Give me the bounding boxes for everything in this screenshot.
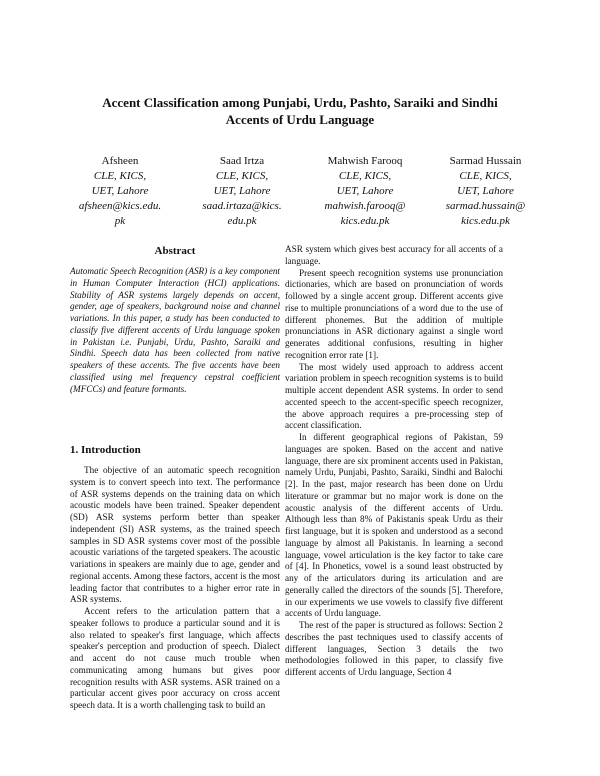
author-4 [428, 154, 543, 229]
author-affiliation: CLE, KICS, [338, 170, 392, 182]
abstract-paragraph: Automatic Speech Recognition (ASR) is a key component in Human Computer Interaction (HCI) applications. Stability of ASR systems largely depends on accent, gender, age of speakers, background noise and channel variations. In this paper, a study has been conducted to classify five different accents of Urdu language spoken in Pakistan i.e. Punjabi, Urdu, Pashto, Saraiki and Sindhi. Speech data has been collected from native speakers of these accents. The five accents have been classified using mel frequency cepstral coefficient (MFCCs) and feature formants. [70, 266, 280, 394]
paper-title [60, 94, 540, 128]
right-paragraph-2: The most widely used approach to address accent variation problem in speech recognition systems is to build multiple accent dependent ASR systems. In order to send accented speech to the accent-specific speech recognizer, the above approach requires a pre-processing step of accent classification. [285, 361, 503, 431]
author-affiliation: CLE, KICS, [215, 170, 269, 182]
author-email: kics.edu.pk [340, 215, 390, 227]
author-email: sarmad.hussain@ [445, 200, 526, 212]
right-column-body [285, 244, 503, 679]
author-email: kics.edu.pk [461, 215, 510, 227]
author-email: pk [114, 215, 126, 227]
author-name: Sarmad Hussain [449, 155, 522, 167]
author-email: saad.irtaza@kics. [202, 200, 282, 212]
author-email: edu.pk [227, 215, 257, 227]
abstract-text [70, 266, 280, 395]
section-heading-introduction: 1. Introduction [70, 444, 141, 456]
title-line-1: Accent Classification among Punjabi, Urdu, Pashto, Saraiki and Sindhi [102, 95, 498, 110]
author-name: Mahwish Farooq [327, 155, 403, 167]
right-paragraph-1: Present speech recognition systems use pronunciation dictionaries, which are based on pronunciation of words followed by a single accent group. Different accents give rise to multiple pronunciations of a word due to the use of different phonemes. But the addition of multiple pronunciations in ASR dictionary against a single word generates additional confusions, resulting in higher recognition error rate [1]. [285, 267, 503, 360]
author-1 [70, 154, 170, 229]
author-name: Saad Irtza [219, 155, 265, 167]
author-affiliation: CLE, KICS, [459, 170, 512, 182]
author-3 [310, 154, 420, 229]
author-affiliation: UET, Lahore [213, 185, 271, 197]
author-2 [192, 154, 292, 229]
intro-paragraph-1: The objective of an automatic speech recognition system is to convert speech into text. The performance of ASR systems depends on the training data on which acoustic models have been trained. Speaker dependent (SD) ASR systems perform better than speaker independent (SI) ASR systems, as the trained speech samples in SD ASR systems cover most of the possible acoustic variations of the targeted speakers. The acoustic variations in speakers are mainly due to age, gender and regional accents. Among these factors, accent is the most leading factor that contributes to a higher error rate in ASR systems. [70, 465, 280, 605]
introduction-body [70, 465, 280, 712]
right-paragraph-3: In different geographical regions of Pakistan, 59 languages are spoken. Based on the accent and native language, there are six prominent accents used in Pakistan, namely Urdu, Punjabi, Pashto, Saraiki, Sindhi and Balochi [2]. In the past, major research has been done on Urdu literature or grammar but no major work is done on the acoustic analysis of the different accents of Urdu. Although less than 8% of Pakistanis speak Urdu as their first language, but it is spoken and understood as a second language by almost all Pakistanis. In learning a second language, vowel articulation is the key factor to take care of [4]. In Phonetics, vowel is a sound least obstructed by any of the articulators during its articulation and are generally called the directors of the sounds [5]. Therefore, in our experiments we use vowels to classify five different accents of Urdu language. [285, 432, 503, 619]
author-email: afsheen@kics.edu. [78, 200, 162, 212]
right-paragraph-0: ASR system which gives best accuracy for all accents of a language. [285, 244, 503, 266]
author-name: Afsheen [101, 155, 139, 167]
author-email: mahwish.farooq@ [324, 200, 406, 212]
author-affiliation: UET, Lahore [336, 185, 394, 197]
author-affiliation: UET, Lahore [457, 185, 514, 197]
right-paragraph-4: The rest of the paper is structured as follows: Section 2 describes the past techniques used to classify accents of different languages, Section 3 details the two methodologies followed in this paper, to classify five different accents of Urdu language, Section 4 [285, 620, 503, 677]
title-line-2: Accents of Urdu Language [225, 112, 375, 127]
intro-paragraph-2: Accent refers to the articulation pattern that a speaker follows to produce a particular sound and it is also related to speaker's first language, which affects speaker's perception and production of speech. Dialect and accent do not cause much trouble when communicating among humans but gives poor recognition results with ASR systems. ASR trained on a particular accent gives poor accuracy on cross accent speech data. It is a worth challenging task to build an [70, 606, 280, 710]
author-affiliation: CLE, KICS, [93, 170, 147, 182]
abstract-heading: Abstract [154, 245, 196, 257]
author-affiliation: UET, Lahore [91, 185, 149, 197]
